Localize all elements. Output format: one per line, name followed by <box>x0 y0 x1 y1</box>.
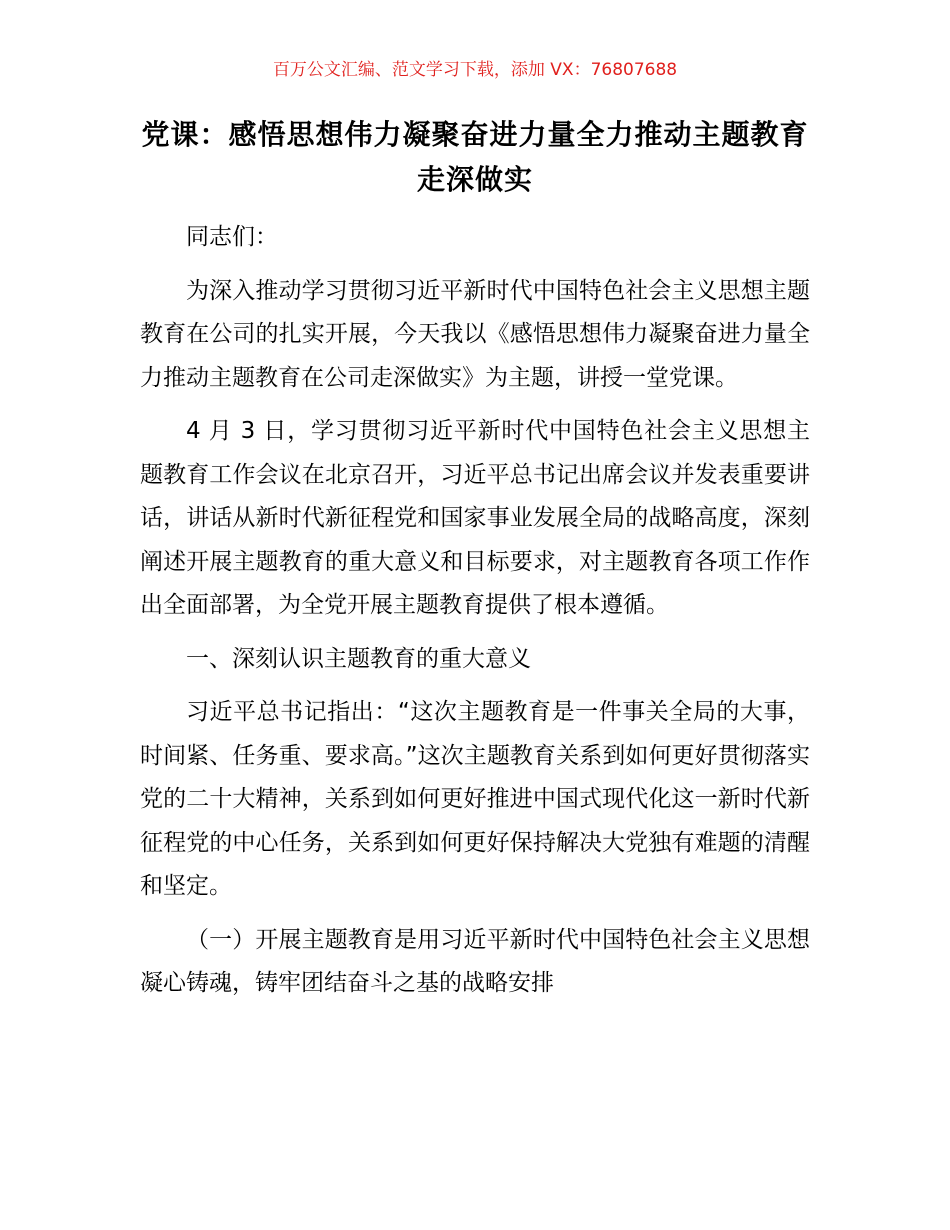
subsection-heading: （一）开展主题教育是用习近平新时代中国特色社会主义思想凝心铸魂，铸牢团结奋斗之基的战略安排 <box>140 926 810 996</box>
paragraph-significance: 习近平总书记指出：“这次主题教育是一件事关全局的大事，时间紧、任务重、要求高。”这次主题教育关系到如何更好贯彻落实党的二十大精神，关系到如何更好推进中国式现代化这一新时代新征程党的中心任务，关系到如何更好保持解决大党独有难题的清醒和坚定。 <box>140 699 810 899</box>
salutation: 同志们： <box>186 224 278 250</box>
header-watermark-note: 百万公文汇编、范文学习下载，添加 VX：76807688 <box>272 60 678 80</box>
section-heading: 一、深刻认识主题教育的重大意义 <box>186 645 531 672</box>
document-body <box>140 216 810 1016</box>
document-title: 党课：感悟思想伟力凝聚奋进力量全力推动主题教育走深做实 <box>141 118 809 196</box>
paragraph-meeting: 4 月 3 日，学习贯彻习近平新时代中国特色社会主义思想主题教育工作会议在北京召开，习近平总书记出席会议并发表重要讲话，讲话从新时代新征程党和国家事业发展全局的战略高度，深刻阐述开展主题教育的重大意义和目标要求，对主题教育各项工作作出全面部署，为全党开展主题教育提供了根本遵循。 <box>140 418 810 618</box>
paragraph-intro: 为深入推动学习贯彻习近平新时代中国特色社会主义思想主题教育在公司的扎实开展，今天我以《感悟思想伟力凝聚奋进力量全力推动主题教育在公司走深做实》为主题，讲授一堂党课。 <box>140 277 810 391</box>
